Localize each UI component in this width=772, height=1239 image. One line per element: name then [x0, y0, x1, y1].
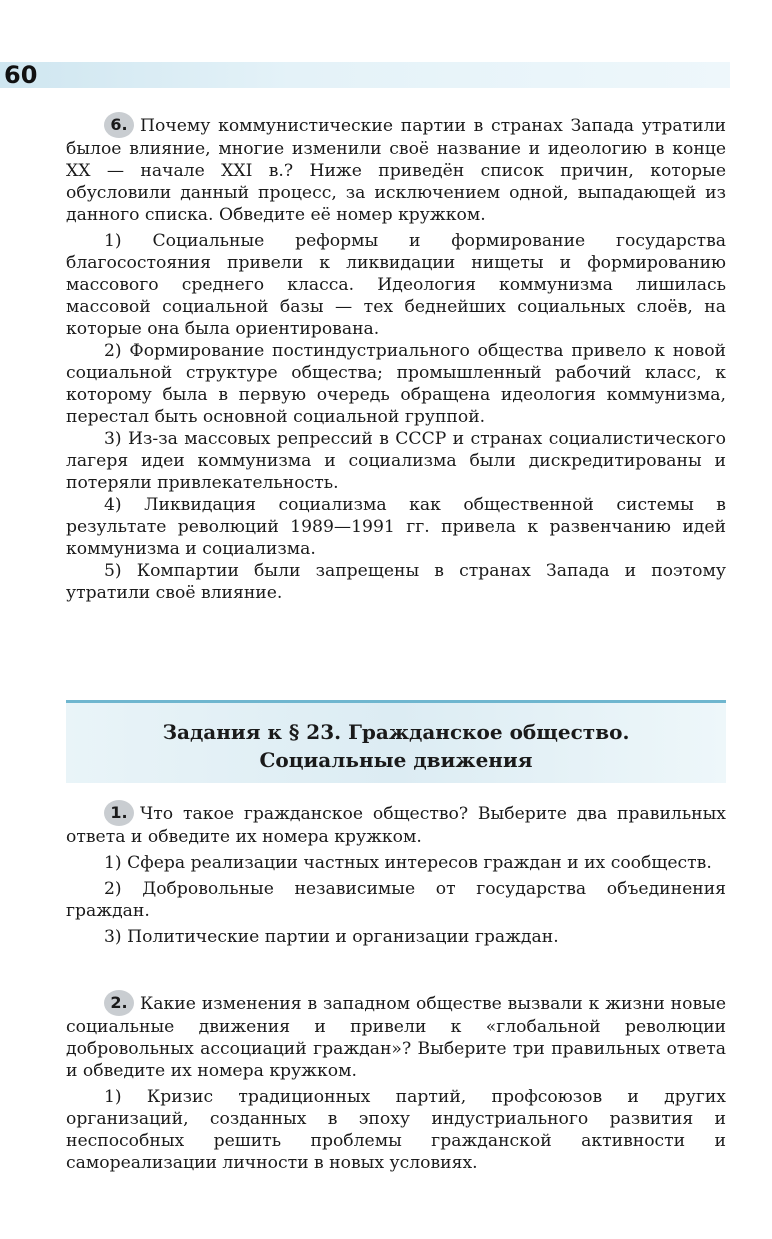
q1-option-1: 1) Сфера реализации частных интересов граждан и их сообществ. [104, 853, 712, 873]
question-1-text: 1. Что такое гражданское общество? Выберите два правильных ответа и обведите их номера кружком. [66, 800, 726, 848]
q2-option-1: 1) Кризис традиционных партий, профсоюзов и других организаций, созданных в эпоху индустриального развития и неспособных решить проблемы гражданской активности и самореализации личности в новых условиях. [66, 1087, 726, 1173]
q6-option-1: 1) Социальные реформы и формирование государства благосостояния привели к ликвидации нищеты и формированию массового среднего класса. Идеология коммунизма лишилась массовой социальной базы — тех беднейших социальных слоёв, на которые она была ориентирована. [66, 231, 726, 339]
q6-option-3: 3) Из-за массовых репрессий в СССР и странах социалистического лагеря идеи коммунизма и социализма были дискредитированы и потеряли привлекательность. [66, 429, 726, 493]
q1-option-3: 3) Политические партии и организации граждан. [104, 927, 559, 947]
question-2 [66, 990, 726, 1174]
question-2-text: 2. Какие изменения в западном обществе вызвали к жизни новые социальные движения и привели к «глобальной революции добровольных ассоциаций граждан»? Выберите три правильных ответа и обведите их номера кружком. [66, 990, 726, 1082]
q6-option-4: 4) Ликвидация социализма как общественной системы в результате революций 1989—1991 гг. привела к развенчанию идей коммунизма и социализма. [66, 495, 726, 559]
question-number-badge: 2. [104, 990, 134, 1016]
section-title [66, 718, 726, 774]
q6-option-2: 2) Формирование постиндустриального общества привело к новой социальной структуре общества; промышленный рабочий класс, к которому была в первую очередь обращена идеология коммунизма, перестал быть основной социальной группой. [66, 341, 726, 427]
q1-option-2: 2) Добровольные независимые от государства объединения граждан. [66, 879, 726, 921]
page-number: 60 [4, 61, 38, 89]
q6-option-5: 5) Компартии были запрещены в странах Запада и поэтому утратили своё влияние. [66, 561, 726, 603]
page-header-band [0, 62, 730, 88]
question-6-text: 6. Почему коммунистические партии в странах Запада утратили былое влияние, многие изменили своё название и идеологию в конце XX — начале XXI в.? Ниже приведён список причин, которые обусловили данный процесс, за исключением одной, выпадающей из данного списка. Обведите её номер кружком. [66, 112, 726, 226]
question-number-badge: 6. [104, 112, 134, 138]
question-number-badge: 1. [104, 800, 134, 826]
section-title-line-1: Задания к § 23. Гражданское общество. [162, 720, 630, 744]
question-6 [66, 112, 726, 604]
question-1 [66, 800, 726, 948]
section-title-line-2: Социальные движения [259, 748, 533, 772]
